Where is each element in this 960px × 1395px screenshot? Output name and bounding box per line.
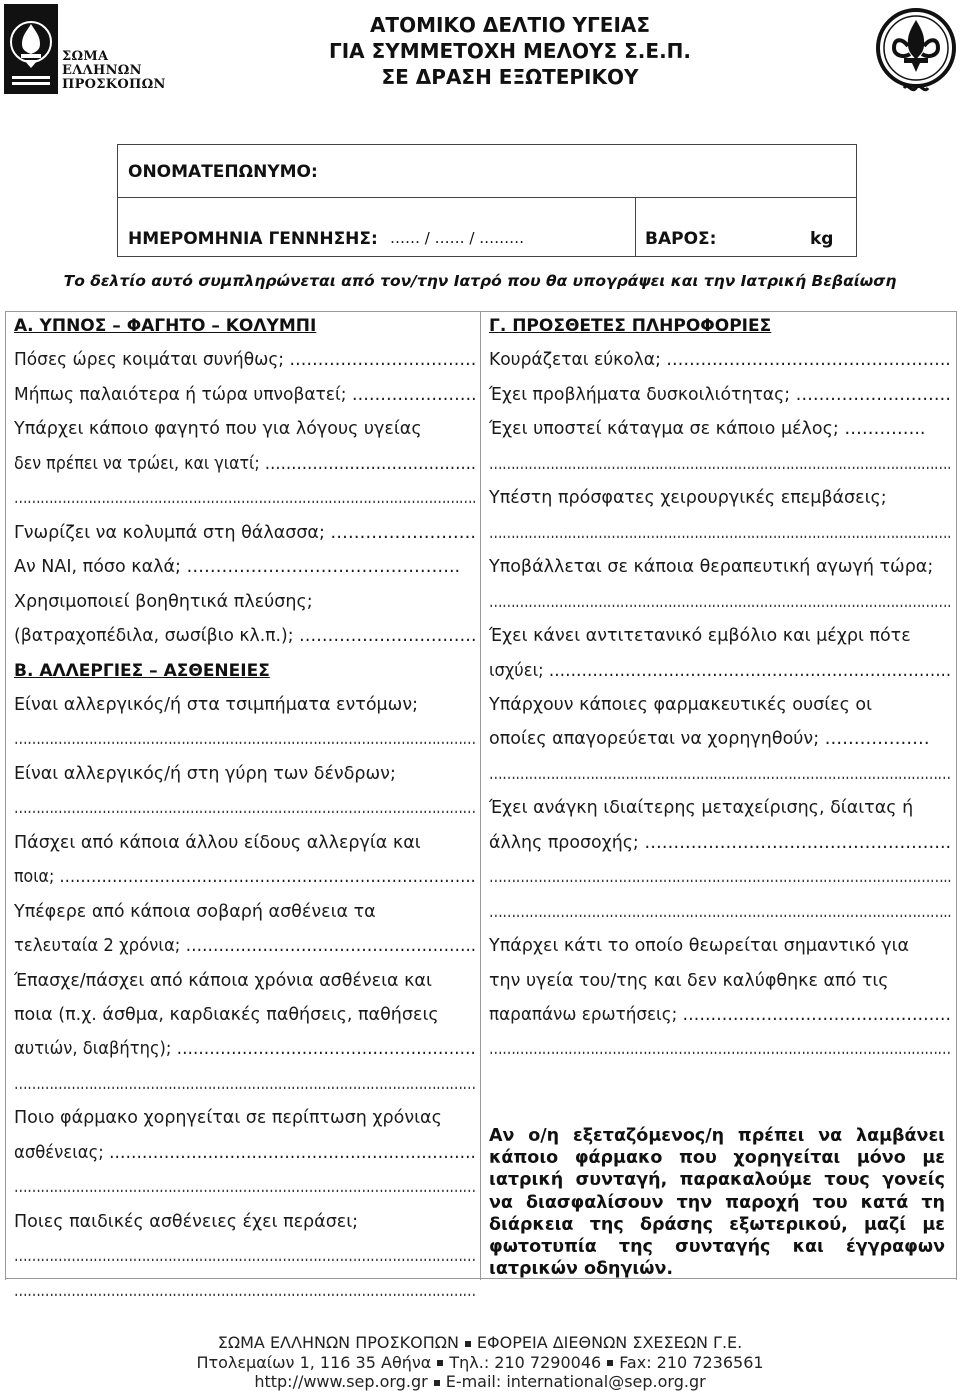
left-question: Ποιο φάρμακο χορηγείται σε περίπτωση χρόνιας [14,1108,442,1129]
left-section-heading: Β. ΑΛΛΕΡΓΙΕΣ – ΑΣΘΕΝΕΙΕΣ [14,660,270,681]
left-question: αυτιών, διαβήτης); ………………………………………………. [14,1039,476,1060]
left-answer-line[interactable]: …………………………………………………………………………………………… [14,1246,476,1267]
right-question: Υπάρχει κάτι το οποίο θεωρείται σημαντικό για [489,936,910,957]
bullet-icon [434,1380,440,1386]
title-line-2: ΓΙΑ ΣΥΜΜΕΤΟΧΗ ΜΕΛΟΥΣ Σ.Ε.Π. [328,39,691,63]
left-question: Μήπως παλαιότερα ή τώρα υπνοβατεί; …………………. [14,384,477,405]
right-question: Έχει υποστεί κάταγμα σε κάποιο μέλος; ………….. [489,419,926,440]
right-question: Υποβάλλεται σε κάποια θεραπευτική αγωγή τώρα; [489,557,934,578]
right-section-heading: Γ. ΠΡΟΣΘΕΤΕΣ ΠΛΗΡΟΦΟΡΙΕΣ [489,316,772,336]
left-answer-line[interactable]: …………………………………………………………………………………………… [14,798,476,819]
left-question: ασθένειας; …………………………………………………………. [14,1142,476,1163]
medication-notice: Αν ο/η εξεταζόμενος/η πρέπει να λαμβάνει κάποιο φάρμακο που χορηγείται μόνο με ιατρική συνταγή, παρακαλούμε τους γονείς να διασφαλίσουν την παροχή του κατά τη διάρκεια της δράσης εξωτερικού, μαζί με φωτοτυπία της συνταγής και έγγραφων ιατρικών οδηγιών. [489,1126,945,1280]
left-answer-line[interactable]: …………………………………………………………………………………………… [14,1280,476,1301]
left-question: δεν πρέπει να τρώει, και γιατί; …………………………………. [14,453,476,474]
right-question: παραπάνω ερωτήσεις; ………………………………………… [489,1005,952,1025]
left-question: Είναι αλλεργικός/ή στη γύρη των δένδρων; [14,763,396,784]
dob-weight-row [118,198,856,256]
footer-fax: Fax: 210 7236561 [619,1352,764,1372]
right-answer-line[interactable]: …………………………………………………………………………………………… [489,1039,951,1060]
left-question: Έπασχε/πάσχει από κάποια χρόνια ασθένεια και [14,970,432,991]
org-line-1: ΣΩΜΑ [62,49,109,64]
name-label: ΟΝΟΜΑΤΕΠΩΝΥΜΟ: [128,162,318,182]
footer-website-link[interactable]: http://www.sep.org.gr [254,1372,428,1391]
left-answer-line[interactable]: …………………………………………………………………………………………… [14,729,476,750]
footer-phone: Τηλ.: 210 7290046 [449,1352,602,1372]
footer-line-3 [0,1372,960,1392]
row-divider [635,198,636,256]
left-question: Είναι αλλεργικός/ή στα τσιμπήματα εντόμων; [14,694,418,715]
right-question: Κουράζεται εύκολα; ………………………………………….. [489,350,951,371]
right-question: Έχει ανάγκη ιδιαίτερης μεταχείρισης, δίαιτας ή [489,798,914,819]
sep-logo [4,4,166,96]
left-question: ποια; ……………………………………………………………………. [14,867,476,888]
right-answer-line[interactable]: ………………………………………………………………………………………….. [489,901,952,922]
title-line-3: ΣΕ ΔΡΑΣΗ ΕΞΩΤΕΡΙΚΟΥ [381,65,639,89]
left-question: Υπέφερε από κάποια σοβαρή ασθένεια τα [14,901,376,922]
left-question: τελευταία 2 χρόνια; …………………………………………….. [14,936,477,957]
left-section-heading: Α. ΥΠΝΟΣ – ΦΑΓΗΤΟ – ΚΟΛΥΜΠΙ [14,316,317,336]
column-divider [480,311,481,1280]
left-question: Υπάρχει κάποιο φαγητό που για λόγους υγείας [14,419,422,440]
right-question: άλλης προσοχής; …………………………………………….. [489,832,952,853]
org-name [62,49,166,92]
left-answer-line[interactable]: …………………………………………………………………………………………… [14,1073,476,1094]
bullet-icon [465,1341,471,1347]
right-answer-line[interactable]: ………………………………………………………………………………………….. [489,867,952,888]
right-answer-line[interactable]: ……………………………………………………………………………………………. [489,522,952,543]
right-question: Έχει προβλήματα δυσκοιλιότητας; ……………………… [489,384,952,405]
right-question: την υγεία του/της και δεν καλύφθηκε από τις [489,970,889,991]
footer-email-link[interactable]: E-mail: international@sep.org.gr [445,1372,706,1391]
left-answer-line[interactable]: ……………………………………………………………………………………………. [14,488,477,509]
weight-unit: kg [810,229,834,249]
left-question: Πάσχει από κάποια άλλου είδους αλλεργία και [14,832,421,853]
dob-label: ΗΜΕΡΟΜΗΝΙΑ ΓΕΝΝΗΣΗΣ: [128,229,378,249]
left-question: Πόσες ώρες κοιμάται συνήθως; …………………………… [14,350,477,371]
document-title [290,12,730,90]
dob-field[interactable]: …… / …… / ……… [390,229,525,247]
instruction-note: Το δελτίο αυτό συμπληρώνεται από τον/την Ιατρό που θα υπογράψει και την Ιατρική Βεβαίωση [63,272,897,290]
title-line-1: ΑΤΟΜΙΚΟ ΔΕΛΤΙΟ ΥΓΕΙΑΣ [369,13,651,37]
left-question: Ποιες παιδικές ασθένειες έχει περάσει; [14,1211,359,1232]
left-question: Γνωρίζει να κολυμπά στη θάλασσα; ……………………. [14,522,476,543]
right-question: οποίες απαγορεύεται να χορηγηθούν; ……………… [489,729,930,750]
org-line-3: ΠΡΟΣΚΟΠΩΝ [62,77,166,92]
footer-org: ΣΩΜΑ ΕΛΛΗΝΩΝ ΠΡΟΣΚΟΠΩΝ [217,1333,459,1352]
right-question: Υπάρχουν κάποιες φαρμακευτικές ουσίες οι [489,694,873,715]
footer-line-1 [0,1333,960,1353]
footer [0,1333,960,1392]
sep-emblem-icon [4,4,58,94]
right-answer-line[interactable]: ……………………………………………………………………………………………. [489,591,952,612]
org-line-2: ΕΛΛΗΝΩΝ [62,63,142,78]
footer-department: ΕΦΟΡΕΙΑ ΔΙΕΘΝΩΝ ΣΧΕΣΕΩΝ Γ.Ε. [476,1333,743,1352]
left-question: ποια (π.χ. άσθμα, καρδιακές παθήσεις, παθήσεις [14,1005,439,1025]
right-answer-line[interactable]: …………………………………………………………………………………………… [489,763,951,784]
right-question: ισχύει; ……………………………………………………………….. [489,660,952,681]
footer-line-2 [0,1353,960,1373]
fleur-de-lis-icon [874,2,958,102]
left-question: Αν ΝΑΙ, πόσο καλά; ……………………………………….. [14,557,461,578]
left-question: (βατραχοπέδιλα, σωσίβιο κλ.π.); …………………………. [14,626,477,647]
right-answer-line[interactable]: ……………………………………………………………………………………………. [489,453,952,474]
left-answer-line[interactable]: …………………………………………………………………………………………… [14,1177,476,1198]
right-question: Έχει κάνει αντιτετανικό εμβόλιο και μέχρι πότε [489,626,911,647]
bullet-icon [437,1360,443,1366]
bullet-icon [607,1360,613,1366]
personal-info-table [117,144,857,257]
weight-label: ΒΑΡΟΣ: [645,229,717,249]
left-question: Χρησιμοποιεί βοηθητικά πλεύσης; [14,591,313,612]
footer-address: Πτολεμαίων 1, 116 35 Αθήνα [196,1352,432,1372]
name-row [118,145,856,198]
right-question: Υπέστη πρόσφατες χειρουργικές επεμβάσεις; [489,488,887,509]
